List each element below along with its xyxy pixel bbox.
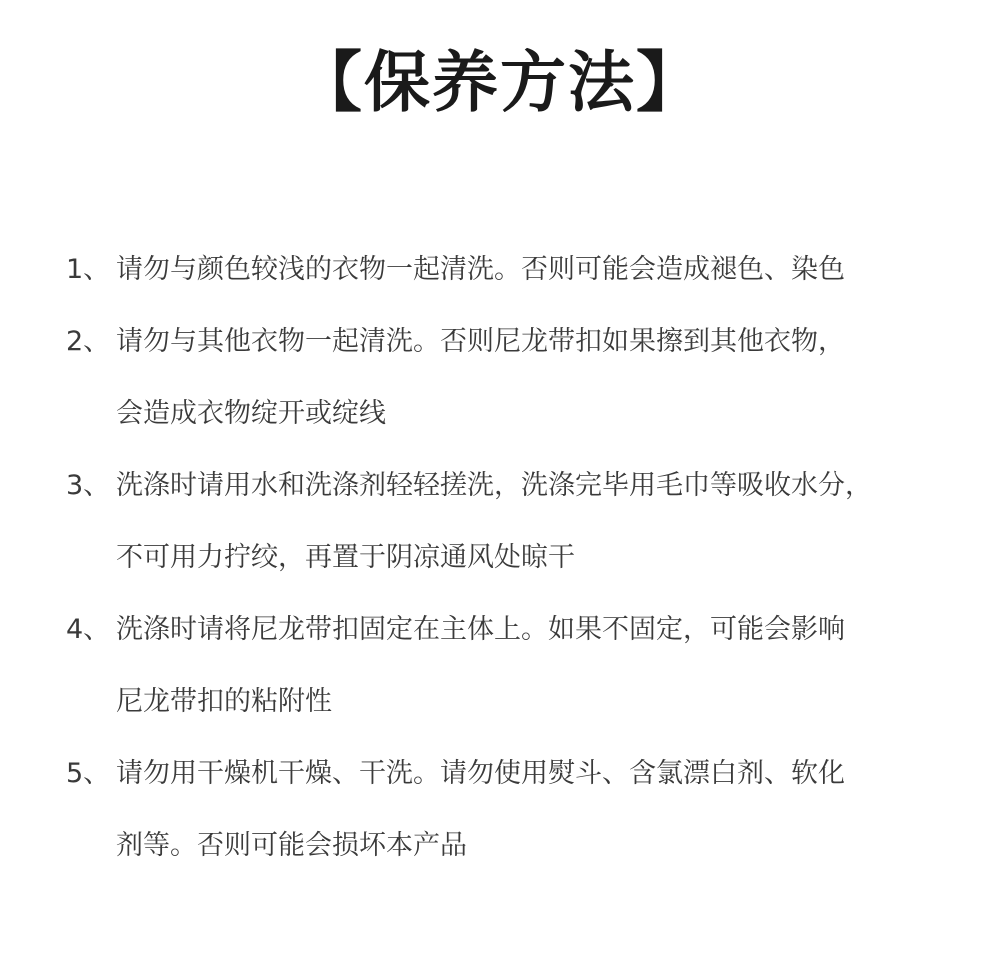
list-item [66, 450, 966, 594]
list-item-number: 1、 [66, 254, 111, 285]
list-item-number: 5、 [66, 758, 111, 789]
care-instructions-list [66, 234, 966, 882]
list-item-text: 洗涤时请用水和洗涤剂轻轻搓洗，洗涤完毕用毛巾等吸收水分， 不可用力拧绞，再置于阴凉通风处晾干 [116, 470, 872, 573]
list-item-text: 请勿用干燥机干燥、干洗。请勿使用熨斗、含氯漂白剂、软化 剂等。否则可能会损坏本产品 [116, 758, 845, 861]
page-title: 【保养方法】 [296, 44, 704, 121]
list-item [66, 306, 966, 450]
list-item-number: 3、 [66, 470, 111, 501]
list-item [66, 234, 966, 306]
list-item-number: 4、 [66, 614, 111, 645]
list-item [66, 738, 966, 882]
list-item [66, 594, 966, 738]
list-item-text: 洗涤时请将尼龙带扣固定在主体上。如果不固定，可能会影响 尼龙带扣的粘附性 [116, 614, 845, 717]
list-item-number: 2、 [66, 326, 111, 357]
list-item-text: 请勿与其他衣物一起清洗。否则尼龙带扣如果擦到其他衣物， 会造成衣物绽开或绽线 [116, 326, 845, 429]
list-item-text: 请勿与颜色较浅的衣物一起清洗。否则可能会造成褪色、染色 [116, 254, 845, 285]
